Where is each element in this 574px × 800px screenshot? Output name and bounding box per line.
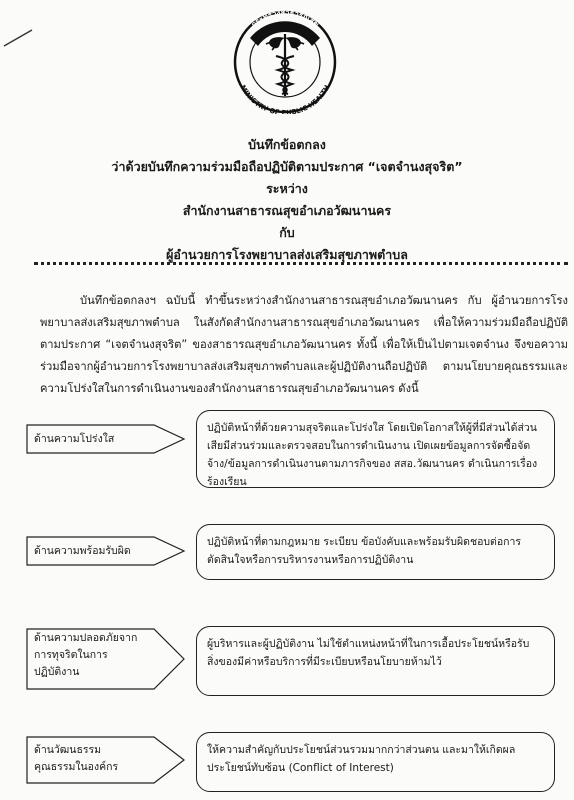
corner-pen-mark [2, 26, 36, 50]
principle-tag-accountability [26, 536, 186, 566]
principle-box-accountability [196, 524, 555, 580]
principle-label-line: ด้านวัฒนธรรม [34, 744, 102, 756]
dotted-divider [34, 262, 568, 265]
principle-text: ผู้บริหารและผู้ปฏิบัติงาน ไม่ใช้ตำแหน่งหน้าที่ในการเอื้อประโยชน์หรือรับสิ่งของมีค่าหรือบริการที่มีระเบียบหรือนโยบายห้ามไว้ [207, 638, 530, 668]
title-line-6: ผู้อำนวยการโรงพยาบาลส่งเสริมสุขภาพตำบล [166, 247, 408, 262]
title-line-4: สำนักงานสาธารณสุขอำเภอวัฒนานคร [182, 203, 392, 218]
intro-paragraph [40, 290, 568, 400]
principle-label-line: ปฏิบัติงาน [34, 666, 80, 678]
principle-text: ปฏิบัติหน้าที่ตามกฎหมาย ระเบียบ ข้อบังคับและพร้อมรับผิดชอบต่อการตัดสินใจหรือการบริหารงานหรือการปฏิบัติงาน [207, 536, 522, 566]
principle-box-ethics-culture [196, 732, 555, 792]
seal-top-text: กระทรวงสาธารณสุข [249, 7, 321, 29]
principle-label: ด้านความโปร่งใส [34, 433, 115, 445]
principle-label-line: การทุจริตในการ [34, 649, 108, 661]
document-title [0, 134, 574, 266]
principle-box-corruption-free [196, 626, 555, 696]
principle-tag-corruption-free [26, 628, 186, 690]
principle-label-line: ด้านความปลอดภัยจาก [34, 632, 138, 644]
title-line-2: ว่าด้วยบันทึกความร่วมมือถือปฏิบัติตามประกาศ “เจตจำนงสุจริต” [111, 159, 463, 174]
principle-tag-ethics-culture [26, 736, 186, 784]
principle-text: ปฏิบัติหน้าที่ด้วยความสุจริตและโปร่งใส โดยเปิดโอกาสให้ผู้ที่มีส่วนได้ส่วนเสียมีส่วนร่วมและตรวจสอบในการดำเนินงาน เปิดเผยข้อมูลการจัดซื้อจัดจ้าง/ข้อมูลการดำเนินงานตามภารกิจของ สสอ.วัฒนานคร ดำเนินการเรื่องร้องเรียน [207, 422, 538, 488]
intro-text: บันทึกข้อตกลงฯ ฉบับนี้ ทำขึ้นระหว่างสำนักงานสาธารณสุขอำเภอวัฒนานคร กับ ผู้อำนวยการโรงพยาบาลส่งเสริมสุขภาพตำบล ในสังกัดสำนักงานสาธารณสุขอำเภอวัฒนานคร เพื่อให้ความร่วมมือถือปฏิบัติตามประกาศ “เจตจำนงสุจริต” ของสาธารณสุขอำเภอวัฒนานคร ทั้งนี้ เพื่อให้เป็นไปตามเจตจำนง จึงขอความร่วมมือจากผู้อำนวยการโรงพยาบาลส่งเสริมสุขภาพตำบลและผู้ปฏิบัติงานถือปฏิบัติ ตามนโยบายคุณธรรมและความโปร่งใสในการดำเนินงานของสำนักงานสาธารณสุขอำเภอวัฒนานคร ดังนี้ [40, 294, 568, 395]
title-line-5: กับ [279, 225, 295, 240]
title-line-1: บันทึกข้อตกลง [248, 137, 326, 152]
principle-tag-transparency [26, 424, 186, 454]
principle-text: ให้ความสำคัญกับประโยชน์ส่วนรวมมากกว่าส่วนตน และมาให้เกิดผลประโยชน์ทับซ้อน (Conflict of Interest) [207, 744, 516, 774]
principle-label: ด้านความพร้อมรับผิด [34, 545, 131, 557]
seal-bottom-text: MINISTRY OF PUBLIC HEALTH [238, 83, 332, 114]
principle-label-line: คุณธรรมในองค์กร [34, 761, 119, 773]
ministry-seal [220, 4, 350, 114]
principle-box-transparency [196, 410, 555, 488]
title-line-3: ระหว่าง [266, 181, 308, 196]
